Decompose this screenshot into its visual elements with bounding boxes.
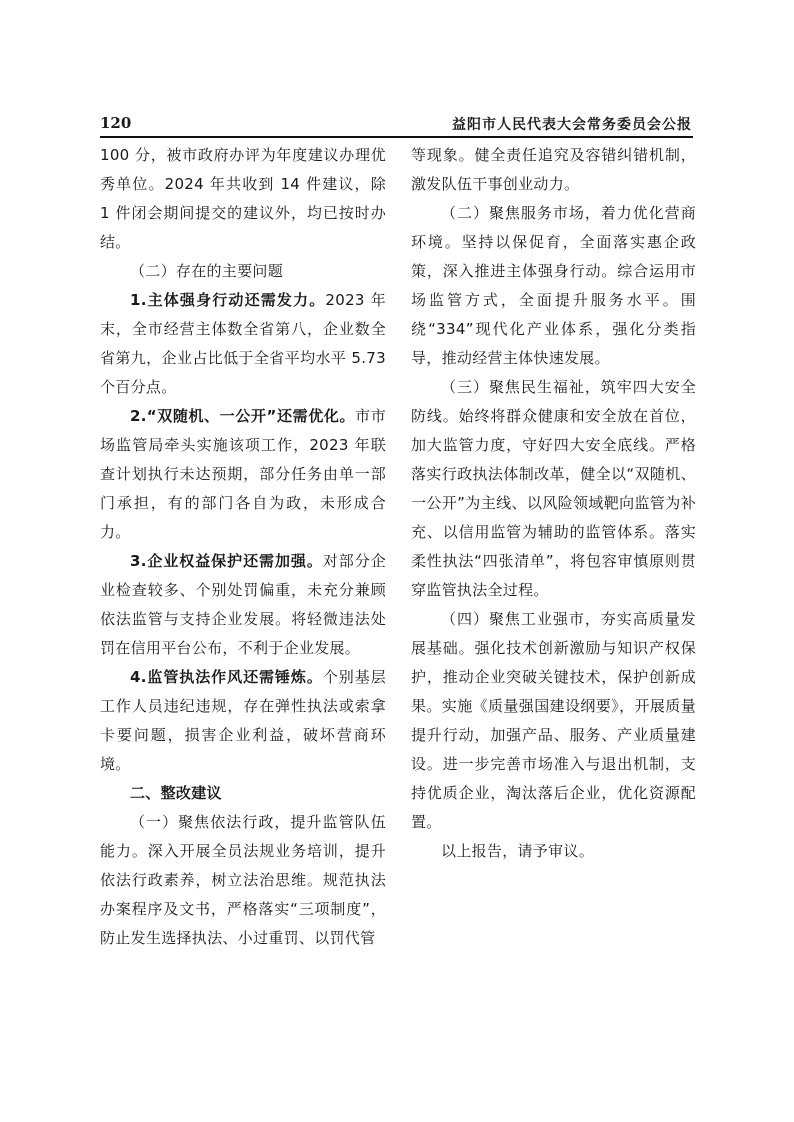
problem-item-3-title: 3.企业权益保护还需加强。 (130, 552, 323, 570)
problem-item-4 (100, 663, 386, 779)
right-column (411, 141, 696, 866)
suggestion-item-4-text: 强化技术创新激励与知识产权保护，推动企业突破关键技术，保护创新成果。实施《质量强国建设纲要》，开展质量提升行动，加强产品、服务、产业质量建设。进一步完善市场准入与退出机制，支持优质企业，淘汰落后企业，优化资源配置。 (411, 639, 697, 831)
closing-remark: 以上报告，请予审议。 (441, 842, 595, 860)
suggestion-item-3-title: （三）聚焦民生福祉，筑牢四大安全防线。 (411, 378, 696, 425)
suggestion-item-3-text: 始终将群众健康和安全放在首位，加大监管力度，守好四大安全底线。严格落实行政执法体制改革，健全以“双随机、一公开”为主线、以风险领域靶向监管为补充、以信用监管为辅助的监管体系。落实柔性执法“四张清单”，将包容审慎原则贯穿监管执法全过程。 (411, 407, 696, 599)
heading-suggestions: 二、整改建议 (130, 784, 222, 802)
problem-item-2-text: 市市场监管局牵头实施该项工作，2023 年联查计划执行未达预期，部分任务由单一部门承担，有的部门各自为政，未形成合力。 (100, 407, 386, 541)
problem-item-3 (100, 547, 386, 663)
journal-title: 益阳市人民代表大会常务委员会公报 (452, 117, 692, 133)
suggestion-item-3 (411, 373, 696, 605)
suggestion-item-1-text: 深入开展全员法规业务培训，提升依法行政素养，树立法治思维。规范执法办案程序及文书，严格落实“三项制度”，防止发生选择执法、小过重罚、以罚代管 (100, 842, 386, 947)
suggestion-item-1-continued: 等现象。健全责任追究及容错纠错机制，激发队伍干事创业动力。 (411, 146, 696, 193)
left-column (100, 141, 386, 953)
problem-item-2-title: 2.“双随机、一公开”还需优化。 (130, 407, 356, 425)
paragraph-intro: 100 分，被市政府办评为年度建议办理优秀单位。2024 年共收到 14 件建议，除 1 件闭会期间提交的建议外，均已按时办结。 (100, 146, 386, 251)
header-rule (100, 136, 693, 138)
suggestion-item-4-title: （四）聚焦工业强市，夯实高质量发展基础。 (411, 610, 696, 657)
suggestion-item-4 (411, 605, 696, 837)
problem-item-1-text: 2023 年末，全市经营主体数全省第八，企业数全省第九，企业占比低于全省平均水平 5.73 个百分点。 (100, 291, 386, 396)
suggestion-item-2-text: 坚持以保促育，全面落实惠企政策，深入推进主体强身行动。综合运用市场监管方式，全面提升服务水平。围绕“334”现代化产业体系，强化分类指导，推动经营主体快速发展。 (411, 233, 697, 367)
page-number: 120 (100, 114, 132, 132)
problem-item-4-text: 个别基层工作人员违纪违规，存在弹性执法或索拿卡要问题，损害企业利益，破坏营商环境。 (100, 668, 386, 773)
problem-item-2 (100, 402, 386, 547)
suggestion-item-1 (100, 808, 386, 953)
suggestion-item-1-title: （一）聚焦依法行政，提升监管队伍能力。 (100, 813, 386, 860)
page-header (100, 112, 692, 136)
problem-item-3-text: 对部分企业检查较多、个别处罚偏重，未充分兼顾依法监管与支持企业发展。将轻微违法处罚在信用平台公布，不利于企业发展。 (100, 552, 386, 657)
suggestion-item-2 (411, 199, 696, 373)
heading-problems: （二）存在的主要问题 (130, 262, 284, 280)
suggestion-item-2-title: （二）聚焦服务市场，着力优化营商环境。 (411, 204, 696, 251)
problem-item-1 (100, 286, 386, 402)
problem-item-1-title: 1.主体强身行动还需发力。 (130, 291, 326, 309)
problem-item-4-title: 4.监管执法作风还需锤炼。 (130, 668, 323, 686)
